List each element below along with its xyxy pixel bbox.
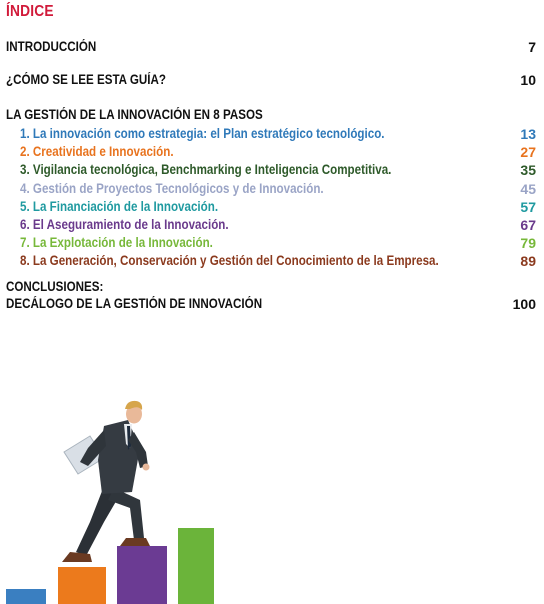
toc-item-page: 35 [520,162,536,179]
toc-item-6[interactable] [0,217,544,235]
toc-item-page: 79 [520,235,536,252]
toc-item-label: 8. La Generación, Conservación y Gestión del Conocimiento de la Empresa. [20,253,439,269]
toc-item-label: 4. Gestión de Proyectos Tecnológicos y de Innovación. [20,180,324,196]
toc-item-page: 57 [520,198,536,215]
toc-item-5[interactable] [0,199,544,217]
conclusions-line1: CONCLUSIONES: [6,279,104,294]
toc-entry-como-se-lee[interactable] [0,72,544,90]
businessman-climbing-steps-icon [0,390,544,604]
toc-item-label: 3. Vigilancia tecnológica, Benchmarking e Inteligencia Competitiva. [20,162,392,178]
toc-item-page: 89 [520,253,536,270]
toc-entry-page: 100 [512,296,536,312]
toc-item-page: 45 [520,180,536,197]
toc-entry-label: INTRODUCCIÓN [6,39,97,54]
toc-item-page: 67 [520,217,536,233]
toc-item-2[interactable] [0,144,544,162]
toc-item-label: 1. La innovación como estrategia: el Plan estratégico tecnológico. [20,126,385,141]
toc-entry-page: 10 [520,72,536,88]
toc-entry-label: DECÁLOGO DE LA GESTIÓN DE INNOVACIÓN [6,296,263,311]
toc-item-page: 27 [520,144,536,161]
step-orange [58,567,106,604]
toc-item-label: 7. La Explotación de la Innovación. [20,235,213,251]
toc-item-4[interactable] [0,181,544,199]
toc-item-page: 13 [520,126,536,142]
businessman [62,401,150,562]
toc-item-7[interactable] [0,235,544,253]
toc-entry-conclusiones[interactable] [0,296,544,314]
toc-entry-label: ¿CÓMO SE LEE ESTA GUÍA? [6,72,166,87]
toc-entry-introduccion[interactable] [0,39,544,57]
toc-item-3[interactable] [0,162,544,180]
step-blue [6,589,46,604]
step-purple [117,546,167,604]
toc-item-8[interactable] [0,253,544,271]
page-title: ÍNDICE [6,3,54,20]
toc-item-label: 5. La Financiación de la Innovación. [20,198,219,214]
toc-item-1[interactable] [0,126,544,144]
toc-item-label: 2. Creatividad e Innovación. [20,144,174,160]
section-heading: LA GESTIÓN DE LA INNOVACIÓN EN 8 PASOS [6,107,263,122]
toc-item-label: 6. El Aseguramiento de la Innovación. [20,217,229,232]
toc-entry-page: 7 [528,39,536,55]
step-green [178,528,214,604]
